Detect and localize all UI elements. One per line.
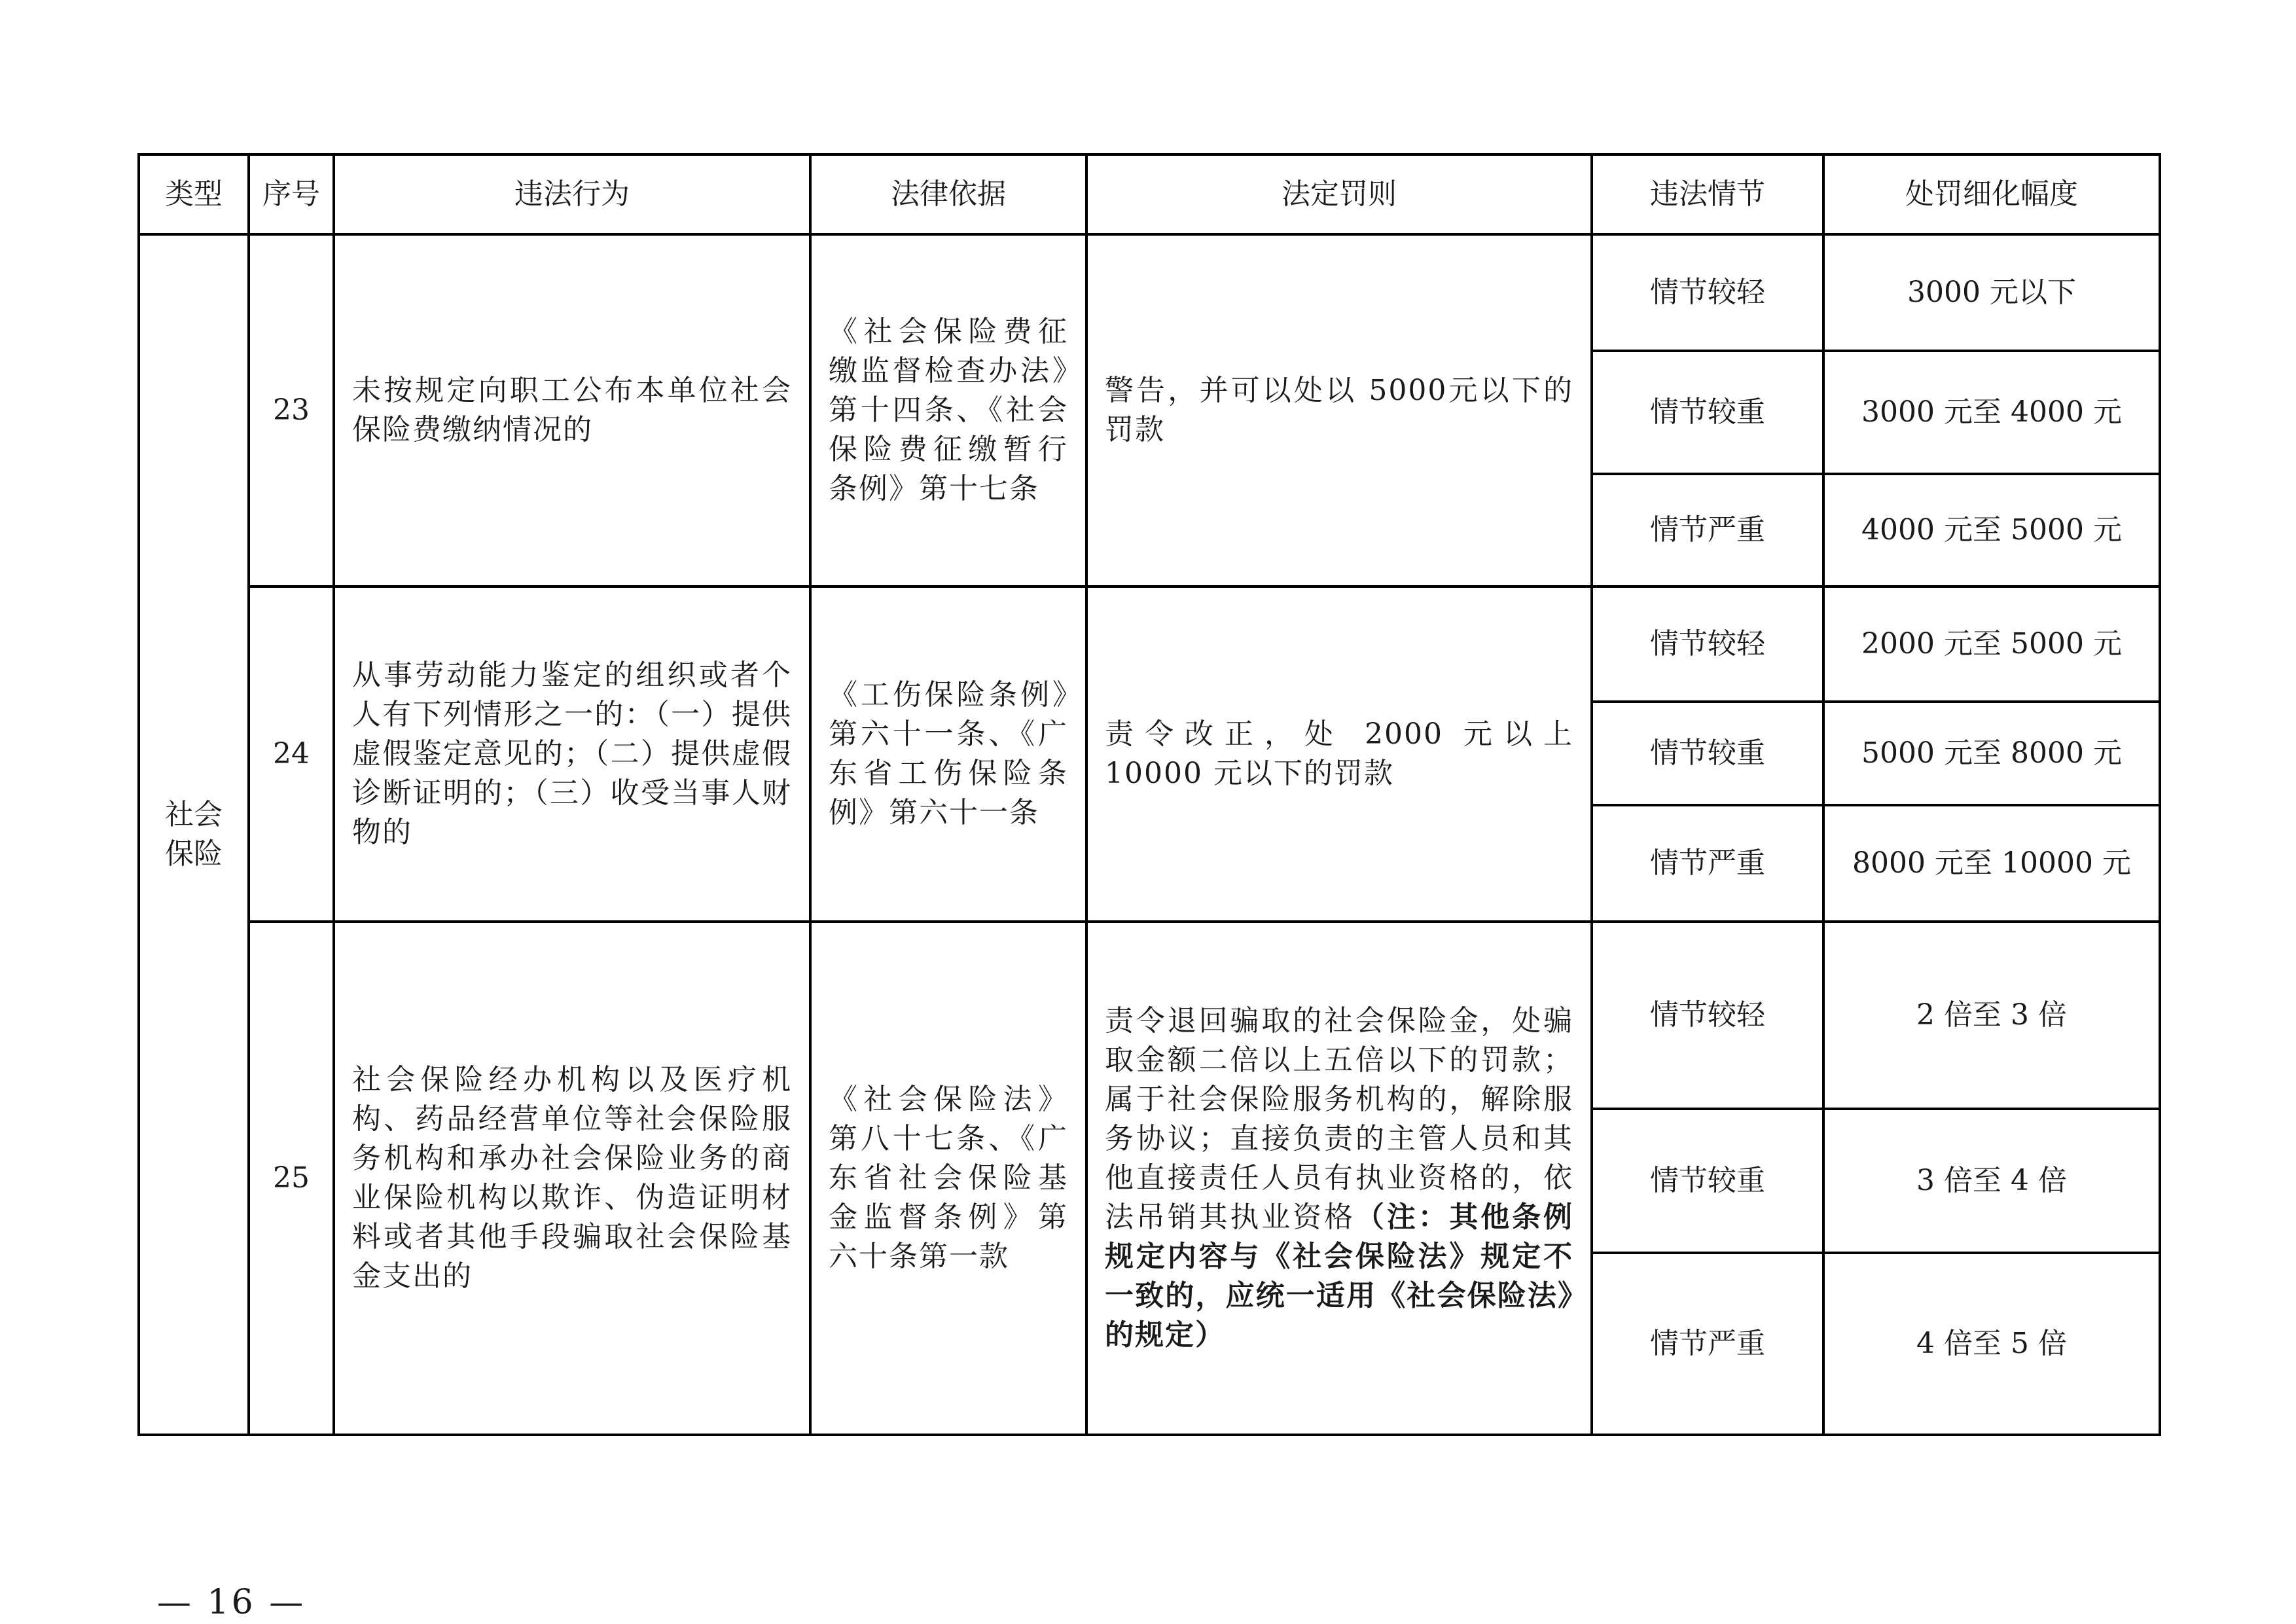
header-circumstance: 违法情节 <box>1592 154 1823 234</box>
violation-cell: 社会保险经办机构以及医疗机构、药品经营单位等社会保险服务机构和承办社会保险业务的商业保险机构以欺诈、伪造证明材料或者其他手段骗取社会保险基金支出的 <box>334 922 810 1435</box>
penalty-range-cell: 3000 元至 4000 元 <box>1823 351 2160 474</box>
category-line1: 社会 <box>165 798 223 831</box>
penalty-text: 责令退回骗取的社会保险金，处骗取金额二倍以上五倍以下的罚款；属于社会保险服务机构的，解除服务协议；直接负责的主管人员和其他直接责任人员有执业资格的，依法吊销其执业资格 <box>1105 1004 1573 1234</box>
table-row <box>139 586 2160 702</box>
category-cell <box>139 234 249 1435</box>
penalty-range-cell: 5000 元至 8000 元 <box>1823 702 2160 805</box>
header-row <box>139 154 2160 234</box>
penalty-range-cell: 3000 元以下 <box>1823 234 2160 351</box>
circumstance-cell: 情节严重 <box>1592 474 1823 586</box>
legal-basis-cell: 《社会保险法》第八十七条、《广东省社会保险基金监督条例》第六十条第一款 <box>810 922 1086 1435</box>
penalty-range-cell: 2000 元至 5000 元 <box>1823 586 2160 702</box>
circumstance-cell: 情节较重 <box>1592 702 1823 805</box>
penalty-note: （注：其他条例规定内容与《社会保险法》规定不一致的，应统一适用《社会保险法》的规定） <box>1105 1200 1574 1352</box>
penalty-range-cell: 8000 元至 10000 元 <box>1823 805 2160 922</box>
seq-cell: 25 <box>249 922 334 1435</box>
circumstance-cell: 情节较轻 <box>1592 586 1823 702</box>
penalty-range-cell: 4 倍至 5 倍 <box>1823 1253 2160 1435</box>
table-row <box>139 234 2160 351</box>
violation-cell: 未按规定向职工公布本单位社会保险费缴纳情况的 <box>334 234 810 586</box>
statutory-penalty-cell <box>1086 586 1592 922</box>
header-statutory-penalty: 法定罚则 <box>1086 154 1592 234</box>
circumstance-cell: 情节较重 <box>1592 1109 1823 1253</box>
circumstance-cell: 情节严重 <box>1592 805 1823 922</box>
statutory-penalty-cell <box>1086 922 1592 1435</box>
header-type: 类型 <box>139 154 249 234</box>
circumstance-cell: 情节严重 <box>1592 1253 1823 1435</box>
penalty-range-cell: 4000 元至 5000 元 <box>1823 474 2160 586</box>
violation-cell: 从事劳动能力鉴定的组织或者个人有下列情形之一的：（一）提供虚假鉴定意见的；（二）提供虚假诊断证明的；（三）收受当事人财物的 <box>334 586 810 922</box>
penalty-text: 警告，并可以处以 5000元以下的罚款 <box>1105 374 1573 446</box>
penalty-range-cell: 3 倍至 4 倍 <box>1823 1109 2160 1253</box>
penalty-text: 责令改正，处 2000 元以上 10000 元以下的罚款 <box>1105 717 1573 790</box>
header-violation: 违法行为 <box>334 154 810 234</box>
page-number: — 16 — <box>157 1583 306 1622</box>
header-legal-basis: 法律依据 <box>810 154 1086 234</box>
seq-cell: 23 <box>249 234 334 586</box>
circumstance-cell: 情节较轻 <box>1592 234 1823 351</box>
header-penalty-range: 处罚细化幅度 <box>1823 154 2160 234</box>
header-seq: 序号 <box>249 154 334 234</box>
penalty-range-cell: 2 倍至 3 倍 <box>1823 922 2160 1109</box>
circumstance-cell: 情节较轻 <box>1592 922 1823 1109</box>
seq-cell: 24 <box>249 586 334 922</box>
circumstance-cell: 情节较重 <box>1592 351 1823 474</box>
penalty-table <box>137 153 2161 1436</box>
legal-basis-cell: 《工伤保险条例》第六十一条、《广东省工伤保险条例》第六十一条 <box>810 586 1086 922</box>
statutory-penalty-cell <box>1086 234 1592 586</box>
table-row <box>139 922 2160 1109</box>
legal-basis-cell: 《社会保险费征缴监督检查办法》第十四条、《社会保险费征缴暂行条例》第十七条 <box>810 234 1086 586</box>
category-line2: 保险 <box>165 837 223 871</box>
